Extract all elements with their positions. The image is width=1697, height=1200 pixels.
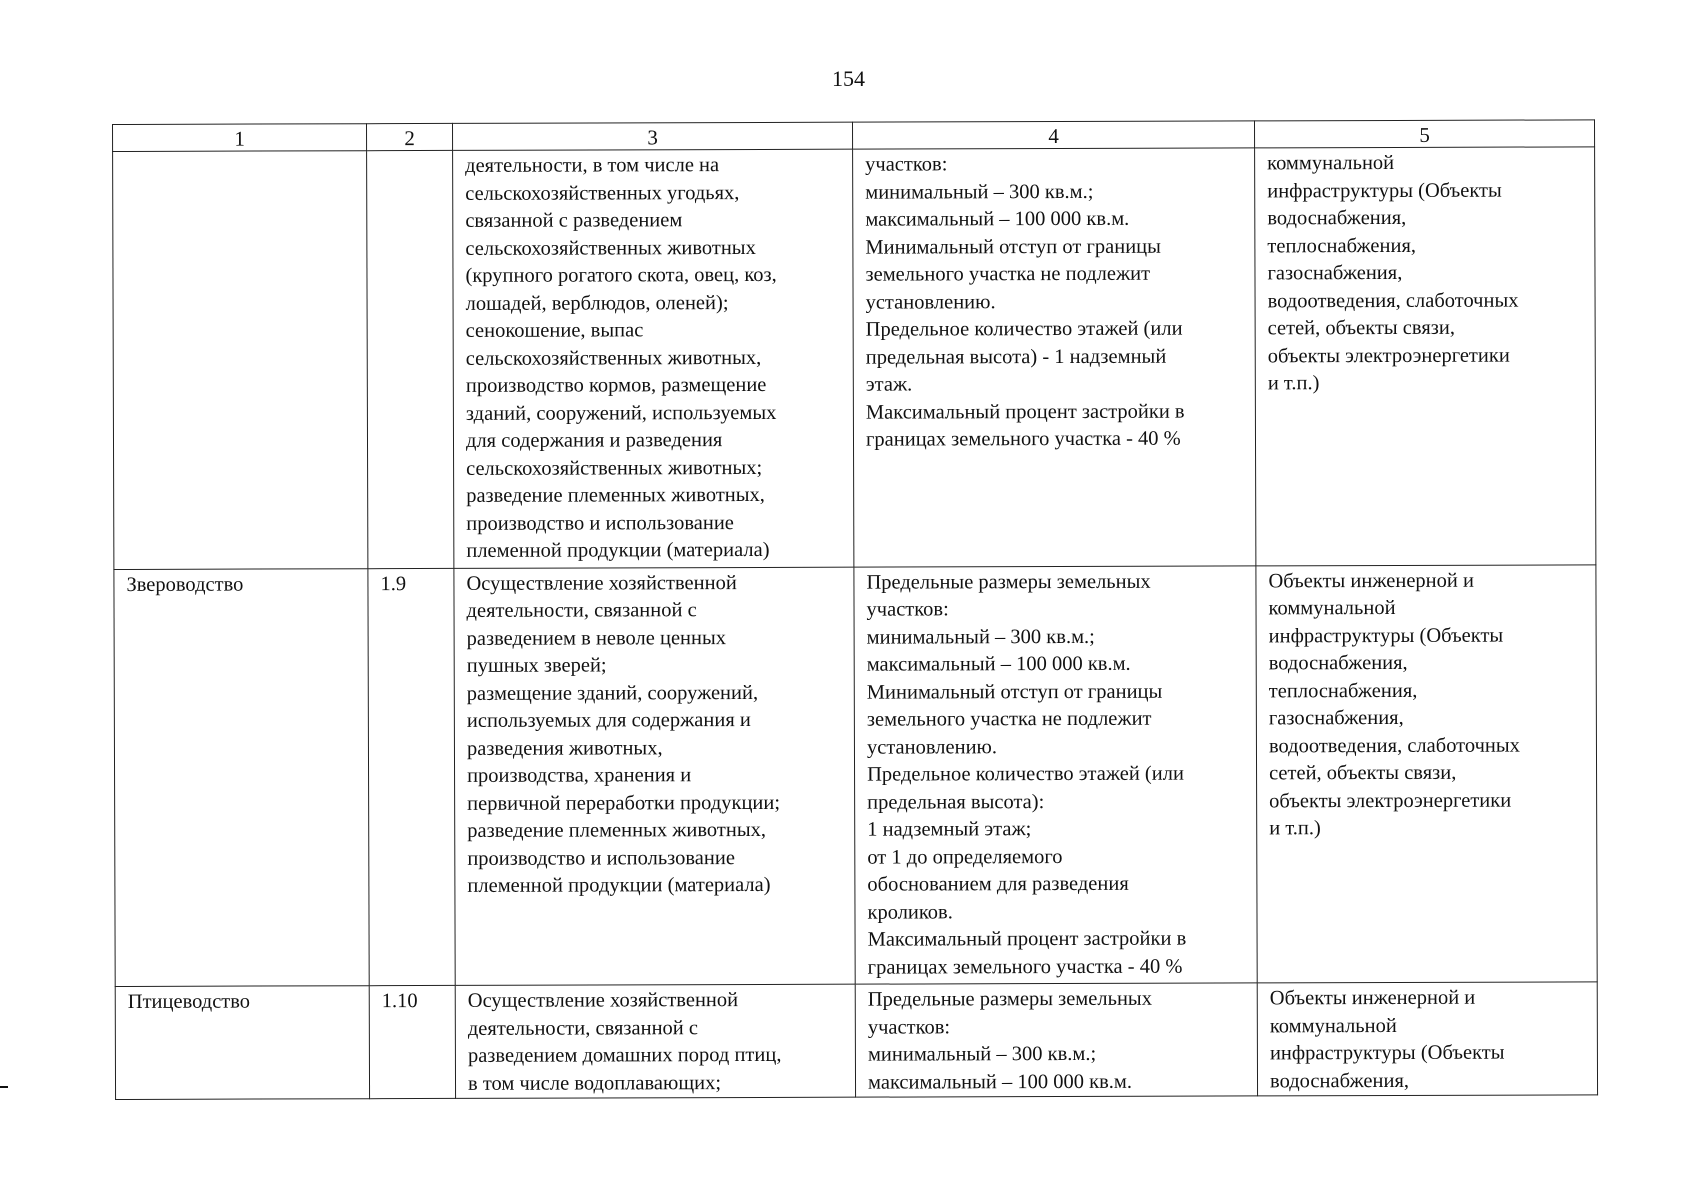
row-name	[114, 568, 369, 986]
header-col-4: 4	[852, 121, 1254, 149]
row-infrastructure	[1257, 982, 1597, 1096]
row-infrastructure	[1255, 147, 1596, 566]
row-code	[369, 985, 455, 1098]
table-row-pticevodstvo	[115, 982, 1597, 1100]
row-description	[453, 149, 854, 568]
row-name-text	[125, 153, 356, 154]
table-row-continuation	[113, 147, 1596, 569]
row-name	[115, 986, 369, 1100]
page-number: 154	[832, 66, 865, 91]
row-parameters	[853, 148, 1256, 567]
row-code-text: 1.10	[381, 990, 418, 1013]
land-use-table	[112, 119, 1598, 1100]
row-parameters	[854, 565, 1257, 984]
margin-mark	[0, 1086, 8, 1088]
header-col-3: 3	[452, 122, 852, 150]
row-code	[368, 568, 455, 986]
row-infrastructure-text: коммунальной инфраструктуры (Объекты водоснабжения, теплоснабжения, газоснабжения, водоотведения, слаботочных сетей, объекты связи, объекты электроэнергетики и т.п.)	[1267, 151, 1519, 395]
row-description-text: деятельности, в том числе на сельскохозяйственных угодьях, связанной с разведением сельскохозяйственных животных (крупного рогатого скота, овец, коз, лошадей, верблюдов, оленей); сенокошение, выпас сельскохозяйственных животных, производство кормов, размещение зданий, сооружений, используемых для содержания и разведения сельскохозяйственных животных; разведение племенных животных, производство и использование племенной продукции (материала)	[465, 154, 777, 562]
row-code	[367, 150, 454, 568]
row-infrastructure	[1256, 564, 1597, 983]
header-col-5: 5	[1254, 120, 1594, 148]
row-parameters	[855, 983, 1257, 1097]
row-parameters-text: Предельные размеры земельных участков: минимальный – 300 кв.м.; максимальный – 100 000 кв.м. Минимальный отступ от границы земельного участка не подлежит установлению. Предельное количество этажей (или предельная высота): 1 надземный этаж; от 1 до определяемого обоснованием для разведения кроликов. Максимальный процент застройки в границах земельного участка - 40 %	[866, 570, 1187, 979]
row-parameters-text: участков: минимальный – 300 кв.м.; максимальный – 100 000 кв.м. Минимальный отступ от границы земельного участка не подлежит установлению. Предельное количество этажей (или предельная высота) - 1 надземный этаж. Максимальный процент застройки в границах земельного участка - 40 %	[865, 153, 1185, 451]
row-infrastructure-text: Объекты инженерной и коммунальной инфраструктуры (Объекты водоснабжения,	[1269, 986, 1505, 1092]
row-code-text: 1.9	[380, 572, 407, 595]
header-col-2: 2	[367, 123, 453, 150]
row-description	[454, 567, 855, 986]
row-description-text: Осуществление хозяйственной деятельности, связанной с разведением домашних пород птиц, в том числе водоплавающих;	[467, 989, 782, 1095]
row-description	[455, 984, 855, 1098]
row-parameters-text: Предельные размеры земельных участков: минимальный – 300 кв.м.; максимальный – 100 000 кв.м.	[867, 987, 1152, 1094]
row-name-text: Звероводство	[126, 573, 244, 596]
row-name	[113, 151, 368, 569]
row-description-text: Осуществление хозяйственной деятельности, связанной с разведением в неволе ценных пушных зверей; размещение зданий, сооружений, используемых для содержания и разведения животных, производства, хранения и первичной переработки продукции; разведение племенных животных, производство и использование племенной продукции (материала)	[466, 571, 781, 897]
row-name-text: Птицеводство	[127, 990, 251, 1013]
header-col-1: 1	[113, 124, 367, 152]
row-infrastructure-text: Объекты инженерной и коммунальной инфраструктуры (Объекты водоснабжения, теплоснабжения, газоснабжения, водоотведения, слаботочных сетей, объекты связи, объекты электроэнергетики и т.п.)	[1268, 569, 1520, 840]
table-row-zverovodstvo	[114, 564, 1597, 986]
